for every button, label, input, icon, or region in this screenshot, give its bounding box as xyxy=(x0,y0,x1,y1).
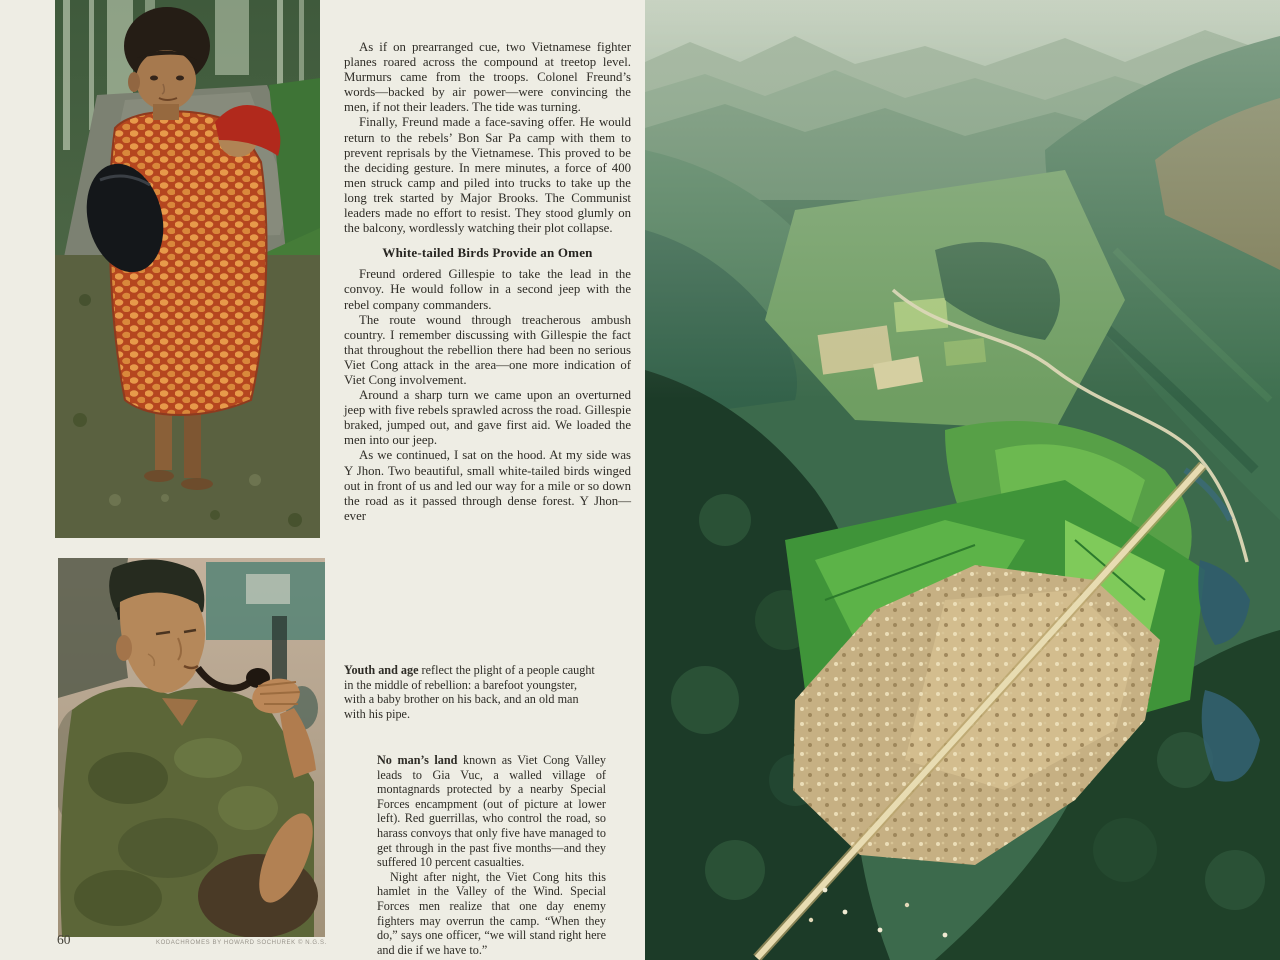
caption-paragraph: Night after night, the Viet Cong hits this hamlet in the Valley of the Wind. Special Forces men realize that one day enemy fighters may overrun the camp. “When they do,” says one officer, “we will stand right here and die if we have to.” xyxy=(377,869,606,957)
caption-lead: Youth and age xyxy=(344,663,419,677)
article-paragraph: Freund ordered Gillespie to take the lead in the convoy. He would follow in a second jeep with the rebel company commanders. xyxy=(344,267,631,312)
caption-text: known as Viet Cong Valley leads to Gia Vuc, a walled village of montagnards protected by a nearby Special Forces encampment (out of picture at lower left). Red guerrillas, who control the road, so harass convoys that only five have managed to get through in the past five months—and they suffered 10 percent casualties. xyxy=(377,753,606,870)
article-paragraph: As if on prearranged cue, two Vietnamese fighter planes roared across the compound at treetop level. Murmurs came from the troops. Colonel Freund’s words—backed by air power—were convincing the men, if not their leaders. The tide was turning. xyxy=(344,40,631,115)
photo-old-man-pipe xyxy=(58,558,325,937)
article-paragraph: The route wound through treacherous ambush country. I remember discussing with Gillespie the fact that throughout the rebellion there had been no serious Viet Cong attack in the area—one more indication of Viet Cong involvement. xyxy=(344,312,631,387)
boy-photo-art xyxy=(55,0,320,538)
page-number: 60 xyxy=(57,932,71,947)
article-paragraph: Finally, Freund made a face-saving offer. He would return to the rebels’ Bon Sar Pa camp with them to prevent reprisals by the Vietnamese. This proved to be the deciding gesture. In mere minutes, a force of 400 men struck camp and piled into trucks to take up the long trek started by Major Brooks. The Communist leaders made no effort to resist. They stood glumly on the balcony, wordlessly watching their plot collapse. xyxy=(344,115,631,236)
caption-no-mans-land xyxy=(377,753,606,957)
old-man-photo-art xyxy=(58,558,325,937)
caption-text: reflect the plight of a people caught in the middle of rebellion: a barefoot youngster, with a baby brother on his back, and an old man with his pipe. xyxy=(344,663,595,721)
caption-lead: No man’s land xyxy=(377,753,458,767)
photo-boy-with-baby xyxy=(55,0,320,538)
article-paragraph: As we continued, I sat on the hood. At my side was Y Jhon. Two beautiful, small white-tailed birds winged out in front of us and led our way for a mile or so down the road as it passed through dense forest. Y Jhon—ever xyxy=(344,448,631,523)
article-paragraph: Around a sharp turn we came upon an overturned jeep with five rebels sprawled across the road. Gillespie braked, jumped out, and gave first aid. We loaded the men into our jeep. xyxy=(344,388,631,448)
photo-aerial-valley xyxy=(645,0,1280,960)
photo-credit: KODACHROMES BY HOWARD SOCHUREK © N.G.S. xyxy=(156,940,327,946)
caption-paragraph xyxy=(377,753,606,870)
caption-youth-and-age xyxy=(344,663,596,721)
aerial-valley-photo-art xyxy=(645,0,1280,960)
section-heading: White-tailed Birds Provide an Omen xyxy=(382,245,593,261)
article-column xyxy=(344,40,631,524)
